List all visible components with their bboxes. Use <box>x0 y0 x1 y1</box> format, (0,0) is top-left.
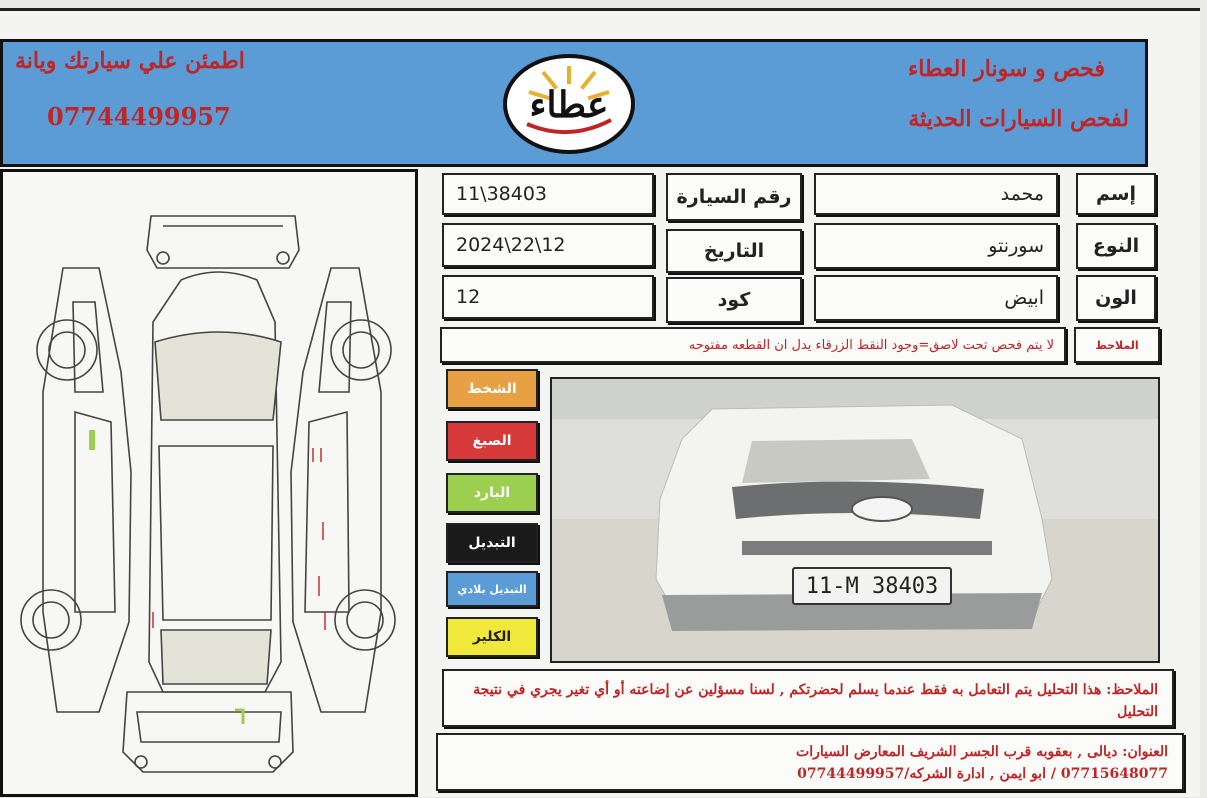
disclaimer-text: الملاحظ: هذا التحليل يتم التعامل به فقط عندما يسلم لحضرتكم , لسنا مسؤلين عن إضاعته أو أي تغير يجري في نتيجة التحليل <box>473 682 1158 720</box>
legend-paint <box>446 421 538 461</box>
type-label: النوع <box>1076 223 1156 269</box>
car-photo <box>550 377 1160 663</box>
color-label: الون <box>1076 275 1156 321</box>
plate-label: رقم السيارة <box>666 173 802 221</box>
company-logo <box>503 54 635 154</box>
header-banner <box>0 39 1148 167</box>
legend-local-replace <box>446 571 538 607</box>
name-value: محمد <box>814 173 1058 215</box>
legend-cold <box>446 473 538 513</box>
plate-value: 11\38403 <box>442 173 654 215</box>
address-box <box>436 733 1184 791</box>
date-value: 2024\22\12 <box>442 223 654 267</box>
logo-text: عطاء <box>529 84 609 126</box>
legend-label: الصبغ <box>472 433 512 449</box>
car-outline-icon <box>3 172 415 794</box>
notes-label: الملاحظ <box>1074 327 1160 363</box>
inspection-sheet <box>0 8 1200 797</box>
legend-label: الكلير <box>472 629 512 645</box>
legend-label: التبديل بلادي <box>457 582 527 596</box>
legend-label: البارد <box>473 485 511 501</box>
code-value: 12 <box>442 275 654 319</box>
legend-replace <box>446 523 538 563</box>
disclaimer-box <box>442 669 1174 727</box>
slogan: اطمئن علي سيارتك ويانة <box>15 48 245 74</box>
address-text: العنوان: ديالى , بعقوبه قرب الجسر الشريف المعارض السيارات <box>796 744 1168 760</box>
code-label: كود <box>666 277 802 323</box>
legend-scratch <box>446 369 538 409</box>
company-name: فحص و سونار العطاء <box>907 56 1105 82</box>
legend-label: التبديل <box>468 535 516 551</box>
legend-label: الشخط <box>467 381 517 397</box>
name-label: إسم <box>1076 173 1156 215</box>
legend-clear <box>446 617 538 657</box>
type-value: سورنتو <box>814 223 1058 269</box>
car-front-illustration <box>552 379 1158 661</box>
color-value: ابيض <box>814 275 1058 321</box>
car-damage-diagram <box>0 169 418 797</box>
license-plate: 11-M 38403 <box>792 567 952 605</box>
contact-numbers: 07715648077 / ابو ايمن , ادارة الشركه/07744499957 <box>797 766 1168 782</box>
date-label: التاريخ <box>666 229 802 273</box>
notes-value: لا يتم فحص تحت لاصق=وجود النقط الزرقاء يدل ان القطعه مفتوحه <box>440 327 1066 363</box>
company-subtitle: لفحص السيارات الحديثة <box>908 106 1129 132</box>
header-phone: 07744499957 <box>47 102 231 131</box>
